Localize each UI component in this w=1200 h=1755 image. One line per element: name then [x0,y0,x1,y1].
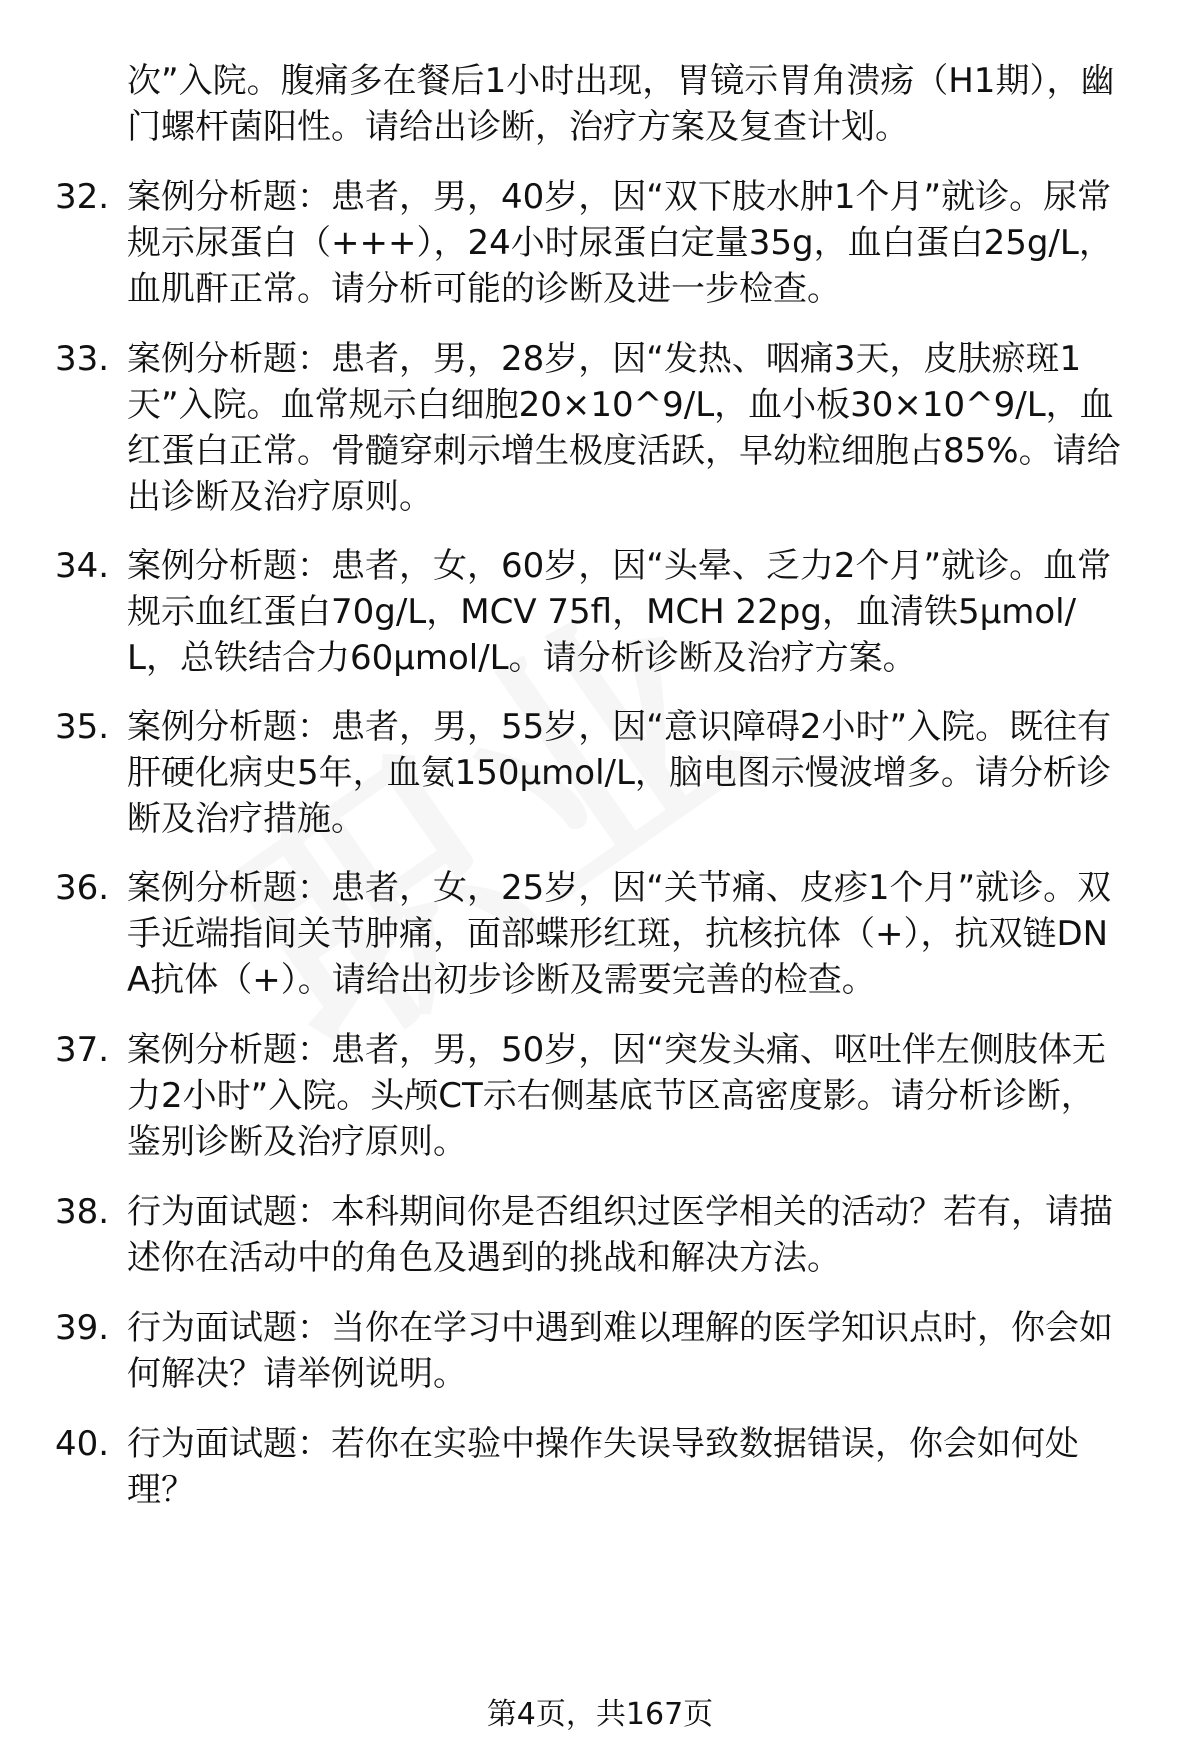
question-text: 案例分析题：患者，男，50岁，因“突发头痛、呕吐伴左侧肢体无力2小时”入院。头颅CT示右侧基底节区高密度影。请分析诊断，鉴别诊断及治疗原则。 [127,1030,1106,1162]
question-text: 行为面试题：当你在学习中遇到难以理解的医学知识点时，你会如何解决？请举例说明。 [127,1308,1113,1394]
question-text: 案例分析题：患者，女，60岁，因“头晕、乏力2个月”就诊。血常规示血红蛋白70g/L，MCV 75fl，MCH 22pg，血清铁5μmol/L，总铁结合力60μmol/L。请分析诊断及治疗方案。 [127,546,1112,678]
question-number: 40. [55,1424,110,1464]
question-number: 34. [55,546,110,586]
question-text: 案例分析题：患者，男，55岁，因“意识障碍2小时”入院。既往有肝硬化病史5年，血氨150μmol/L，脑电图示慢波增多。请分析诊断及治疗措施。 [127,707,1112,839]
question-number: 39. [55,1308,110,1348]
question-number: 37. [55,1030,110,1070]
question-number: 36. [55,868,110,908]
continuation-text: 次”入院。腹痛多在餐后1小时出现，胃镜示胃角溃疡（H1期），幽门螺杆菌阳性。请给出诊断，治疗方案及复查计划。 [127,61,1115,147]
question-item [55,1027,1155,1165]
question-item [55,1189,1155,1281]
page-number-footer: 第4页，共167页 [486,1697,714,1732]
question-item [55,174,1155,312]
question-number: 32. [55,177,110,217]
continuation-paragraph [55,58,1155,150]
question-text: 案例分析题：患者，男，40岁，因“双下肢水肿1个月”就诊。尿常规示尿蛋白（+++），24小时尿蛋白定量35g，血白蛋白25g/L，血肌酐正常。请分析可能的诊断及进一步检查。 [127,177,1113,309]
question-text: 案例分析题：患者，男，28岁，因“发热、咽痛3天，皮肤瘀斑1天”入院。血常规示白细胞20×10^9/L，血小板30×10^9/L，血红蛋白正常。骨髓穿刺示增生极度活跃，早幼粒细胞占85%。请给出诊断及治疗原则。 [127,339,1121,517]
question-number: 35. [55,707,110,747]
question-item [55,336,1155,520]
question-item [55,865,1155,1003]
question-text: 行为面试题：本科期间你是否组织过医学相关的活动？若有，请描述你在活动中的角色及遇到的挑战和解决方法。 [127,1192,1113,1278]
question-number: 33. [55,339,110,379]
question-item [55,704,1155,842]
question-text: 案例分析题：患者，女，25岁，因“关节痛、皮疹1个月”就诊。双手近端指间关节肿痛，面部蝶形红斑，抗核抗体（+），抗双链DNA抗体（+）。请给出初步诊断及需要完善的检查。 [127,868,1112,1000]
question-item [55,543,1155,681]
question-number: 38. [55,1192,110,1232]
question-item [55,1305,1155,1397]
question-text: 行为面试题：若你在实验中操作失误导致数据错误，你会如何处理？ [127,1424,1079,1510]
question-item [55,1421,1155,1513]
